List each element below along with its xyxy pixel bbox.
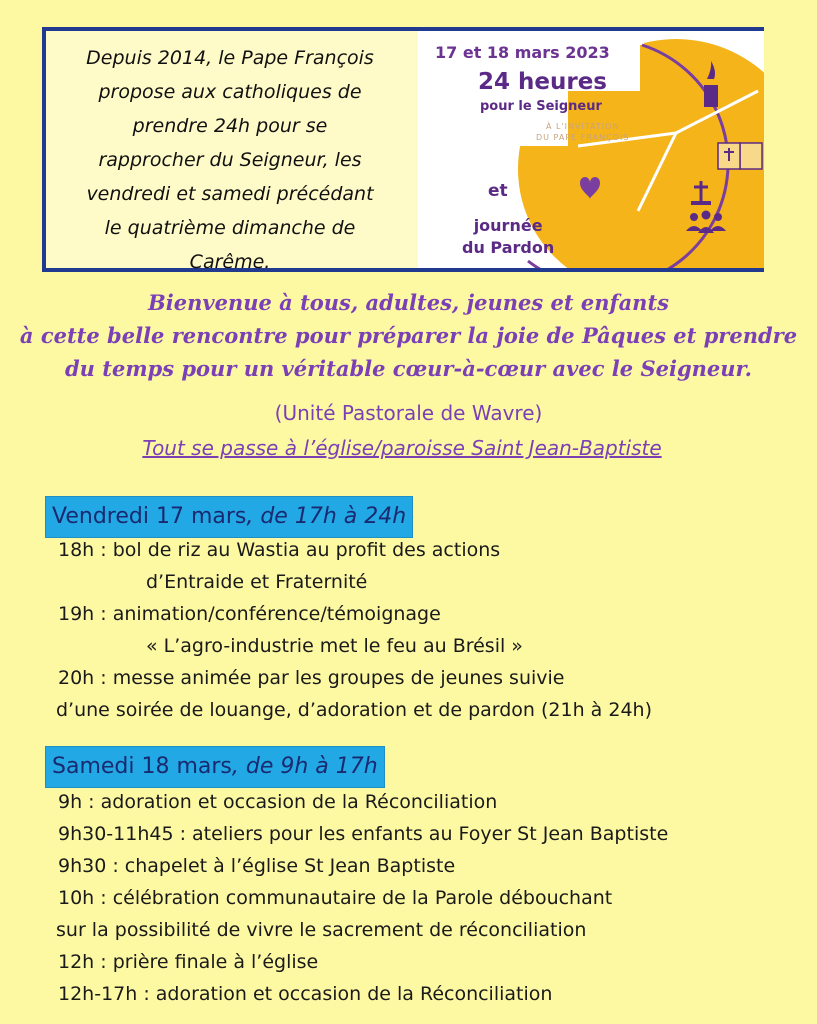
intro-line: Depuis 2014, le Pape François xyxy=(86,47,374,69)
logo-date: 17 et 18 mars 2023 xyxy=(435,43,610,62)
intro-text xyxy=(46,41,414,279)
program-line: 20h : messe animée par les groupes de jeunes suivie xyxy=(58,667,565,689)
welcome-line: à cette belle rencontre pour préparer la joie de Pâques et prendre xyxy=(19,323,798,348)
logo-invitation xyxy=(536,121,629,143)
friday-name: Vendredi 17 mars xyxy=(52,504,247,529)
program-line: 12h-17h : adoration et occasion de la Réconciliation xyxy=(58,983,553,1005)
program-line: 12h : prière finale à l’église xyxy=(58,951,319,973)
saturday-heading xyxy=(45,746,385,788)
saturday-program xyxy=(58,786,668,1010)
event-logo xyxy=(418,31,764,268)
intro-line: prendre 24h pour se xyxy=(132,115,328,137)
saturday-name: Samedi 18 mars xyxy=(52,754,232,779)
program-line: 9h30 : chapelet à l’église St Jean Baptiste xyxy=(58,855,456,877)
welcome-line: du temps pour un véritable cœur-à-cœur avec le Seigneur. xyxy=(65,356,752,381)
friday-heading xyxy=(45,496,413,538)
program-line: sur la possibilité de vivre le sacrement de réconciliation xyxy=(56,919,587,941)
logo-pardon xyxy=(462,215,554,259)
program-line: « L’agro-industrie met le feu au Brésil » xyxy=(146,635,523,657)
friday-time: , de 17h à 24h xyxy=(246,504,407,529)
program-line: 9h30-11h45 : ateliers pour les enfants au Foyer St Jean Baptiste xyxy=(58,823,669,845)
program-line: 18h : bol de riz au Wastia au profit des actions xyxy=(58,539,501,561)
header-box xyxy=(42,27,764,272)
intro-line: vendredi et samedi précédant xyxy=(86,183,374,205)
intro-line: Carême. xyxy=(189,251,271,273)
program-line: 19h : animation/conférence/témoignage xyxy=(58,603,441,625)
program-line: 9h : adoration et occasion de la Réconciliation xyxy=(58,791,498,813)
intro-line: rapprocher du Seigneur, les xyxy=(98,149,362,171)
program-line: d’Entraide et Fraternité xyxy=(146,571,368,593)
logo-title: 24 heures xyxy=(478,69,607,95)
bible-icon xyxy=(718,143,762,169)
pardon-line: journée xyxy=(473,216,543,235)
welcome-line: Bienvenue à tous, adultes, jeunes et enfants xyxy=(148,290,669,315)
saturday-time: , de 9h à 17h xyxy=(231,754,378,779)
logo-subtitle: pour le Seigneur xyxy=(480,99,602,114)
program-line: 10h : célébration communautaire de la Parole débouchant xyxy=(58,887,613,909)
pastoral-unit: (Unité Pastorale de Wavre) xyxy=(274,401,543,425)
logo-et: et xyxy=(488,181,508,201)
program-line: d’une soirée de louange, d’adoration et de pardon (21h à 24h) xyxy=(56,699,652,721)
intro-line: le quatrième dimanche de xyxy=(104,217,356,239)
welcome-text xyxy=(0,286,817,385)
invitation-line: DU PAPE FRANÇOIS xyxy=(536,133,630,142)
event-location: Tout se passe à l’église/paroisse Saint Jean-Baptiste xyxy=(142,436,662,460)
intro-line: propose aux catholiques de xyxy=(98,81,362,103)
pardon-line: du Pardon xyxy=(462,238,555,257)
friday-program xyxy=(58,534,652,726)
invitation-line: À L'INVITATION xyxy=(545,122,620,131)
